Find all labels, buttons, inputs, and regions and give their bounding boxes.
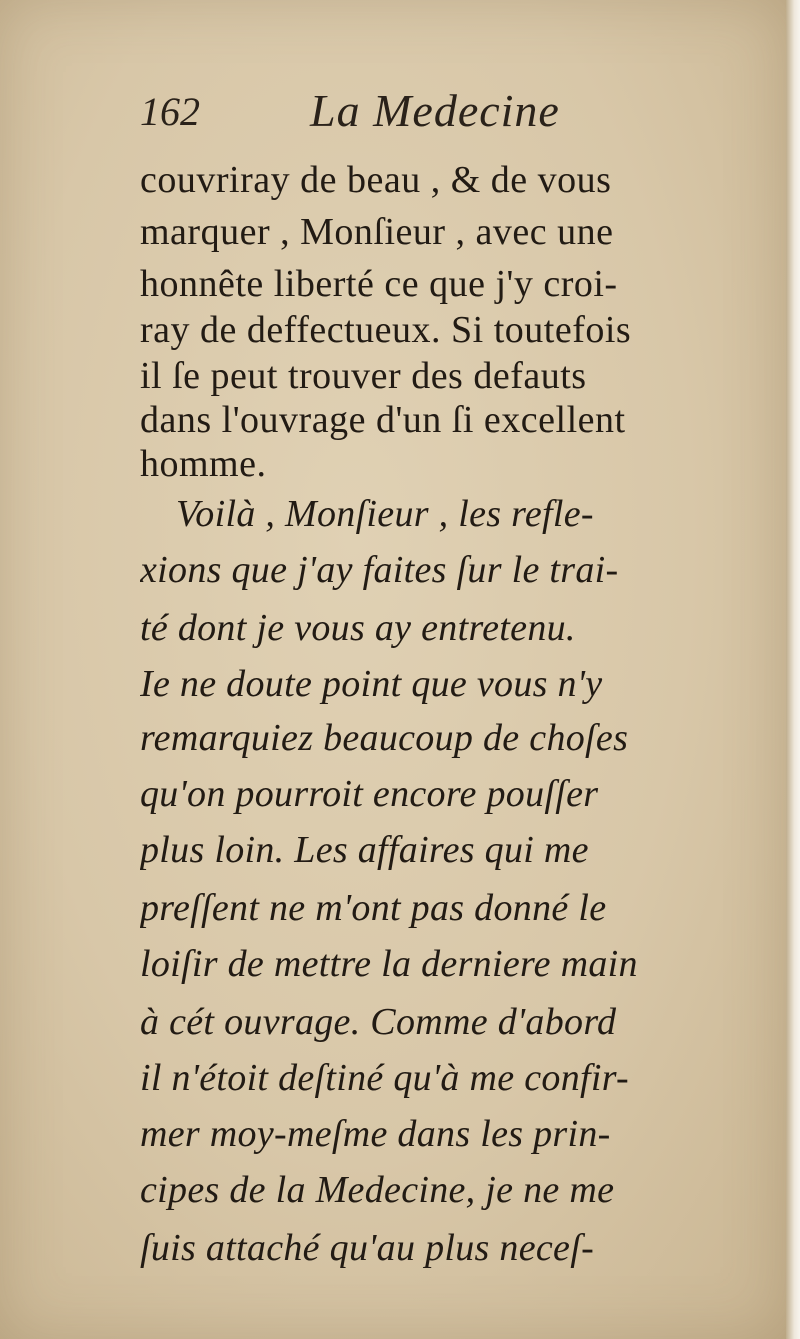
text-line: marquer , Monſieur , avec une (140, 211, 614, 253)
text-line: ray de deffectueux. Si toutefois (140, 309, 632, 351)
text-line: qu'on pourroit encore pouſſer (140, 773, 599, 815)
text-line: preſſent ne m'ont pas donné le (140, 887, 607, 929)
text-line: remarquiez beaucoup de choſes (140, 717, 629, 759)
page-number: 162 (140, 89, 200, 134)
text-line: honnête liberté ce que j'y croi- (140, 263, 618, 305)
text-line: ſuis attaché qu'au plus neceſ- (140, 1227, 595, 1269)
text-line: il n'étoit deſtiné qu'à me confir- (140, 1057, 629, 1099)
page-edge (786, 0, 800, 1339)
text-line: mer moy-meſme dans les prin- (140, 1113, 611, 1155)
text-line: plus loin. Les affaires qui me (140, 829, 589, 871)
text-line: té dont je vous ay entretenu. (140, 607, 576, 649)
text-line: loiſir de mettre la derniere main (140, 943, 638, 985)
text-line: couvriray de beau , & de vous (140, 159, 612, 201)
text-line: cipes de la Medecine, je ne me (140, 1169, 615, 1211)
text-line: à cét ouvrage. Comme d'abord (140, 1001, 617, 1043)
page-header (140, 85, 740, 148)
running-title: La Medecine (310, 85, 560, 136)
text-line: homme. (140, 443, 267, 485)
text-line: dans l'ouvrage d'un ſi excellent (140, 399, 626, 441)
text-line: Voilà , Monſieur , les refle- (176, 493, 594, 535)
text-line: xions que j'ay faites ſur le trai- (140, 549, 619, 591)
text-line: Ie ne doute point que vous n'y (140, 663, 603, 705)
text-line: il ſe peut trouver des defauts (140, 355, 587, 397)
